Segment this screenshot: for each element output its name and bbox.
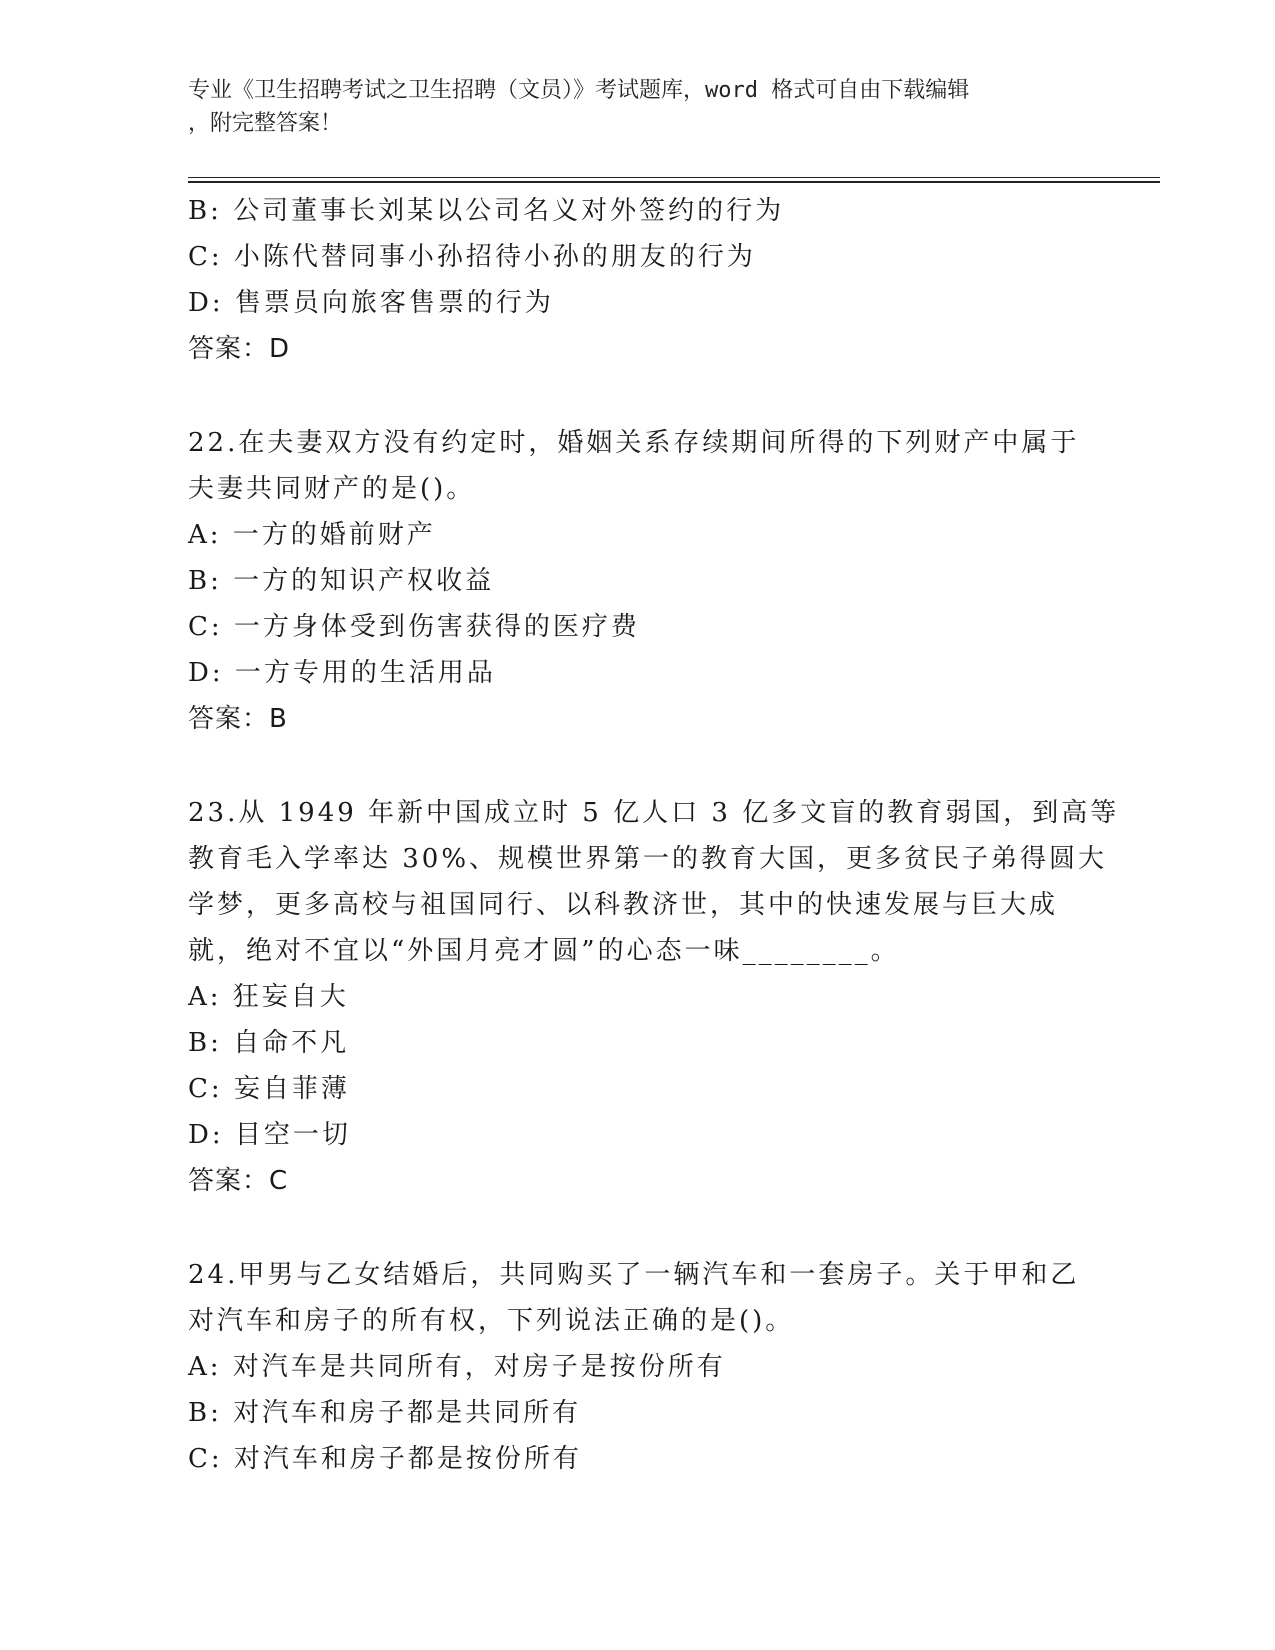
header-divider-thin	[188, 177, 1160, 178]
option-d: D: 一方专用的生活用品	[188, 658, 496, 688]
stem-line: 22.在夫妻双方没有约定时，婚姻关系存续期间所得的下列财产中属于	[188, 428, 1080, 458]
option-b: B: 对汽车和房子都是共同所有	[188, 1398, 582, 1428]
stem-line: 对汽车和房子的所有权，下列说法正确的是()。	[188, 1306, 795, 1336]
header-line-2: ，附完整答案！	[188, 111, 343, 136]
stem-line: 24.甲男与乙女结婚后，共同购买了一辆汽车和一套房子。关于甲和乙	[188, 1260, 1080, 1290]
answer: 答案：D	[188, 334, 291, 364]
option-a: A: 狂妄自大	[188, 982, 349, 1012]
answer: 答案：C	[188, 1166, 289, 1196]
document-header	[188, 74, 1068, 140]
option-c: C: 一方身体受到伤害获得的医疗费	[188, 612, 640, 642]
question-21	[188, 188, 1088, 372]
answer: 答案：B	[188, 704, 288, 734]
question-list	[188, 188, 1120, 1482]
option-c: C: 小陈代替同事小孙招待小孙的朋友的行为	[188, 242, 756, 272]
option-b: B: 一方的知识产权收益	[188, 566, 495, 596]
stem-line: 就，绝对不宜以“外国月亮才圆”的心态一味________。	[188, 936, 900, 966]
option-b: B: 自命不凡	[188, 1028, 350, 1058]
stem-line: 教育毛入学率达 30%、规模世界第一的教育大国，更多贫民子弟得圆大	[188, 844, 1108, 874]
option-b: B: 公司董事长刘某以公司名义对外签约的行为	[188, 196, 785, 226]
header-line-1: 专业《卫生招聘考试之卫生招聘（文员）》考试题库，word 格式可自由下载编辑	[188, 78, 970, 103]
option-a: A: 对汽车是共同所有，对房子是按份所有	[188, 1352, 726, 1382]
question-23	[188, 790, 1120, 1204]
option-d: D: 售票员向旅客售票的行为	[188, 288, 554, 318]
option-c: C: 对汽车和房子都是按份所有	[188, 1444, 582, 1474]
stem-line: 夫妻共同财产的是()。	[188, 474, 476, 504]
stem-line: 23.从 1949 年新中国成立时 5 亿人口 3 亿多文盲的教育弱国，到高等	[188, 798, 1120, 828]
option-a: A: 一方的婚前财产	[188, 520, 436, 550]
option-d: D: 目空一切	[188, 1120, 351, 1150]
stem-line: 学梦，更多高校与祖国同行、以科教济世，其中的快速发展与巨大成	[188, 890, 1059, 920]
question-22	[188, 420, 1088, 742]
question-stem	[188, 420, 1088, 512]
question-stem	[188, 790, 1120, 974]
option-c: C: 妄自菲薄	[188, 1074, 350, 1104]
header-divider-thick	[188, 181, 1160, 183]
question-24	[188, 1252, 1088, 1482]
question-stem	[188, 1252, 1088, 1344]
